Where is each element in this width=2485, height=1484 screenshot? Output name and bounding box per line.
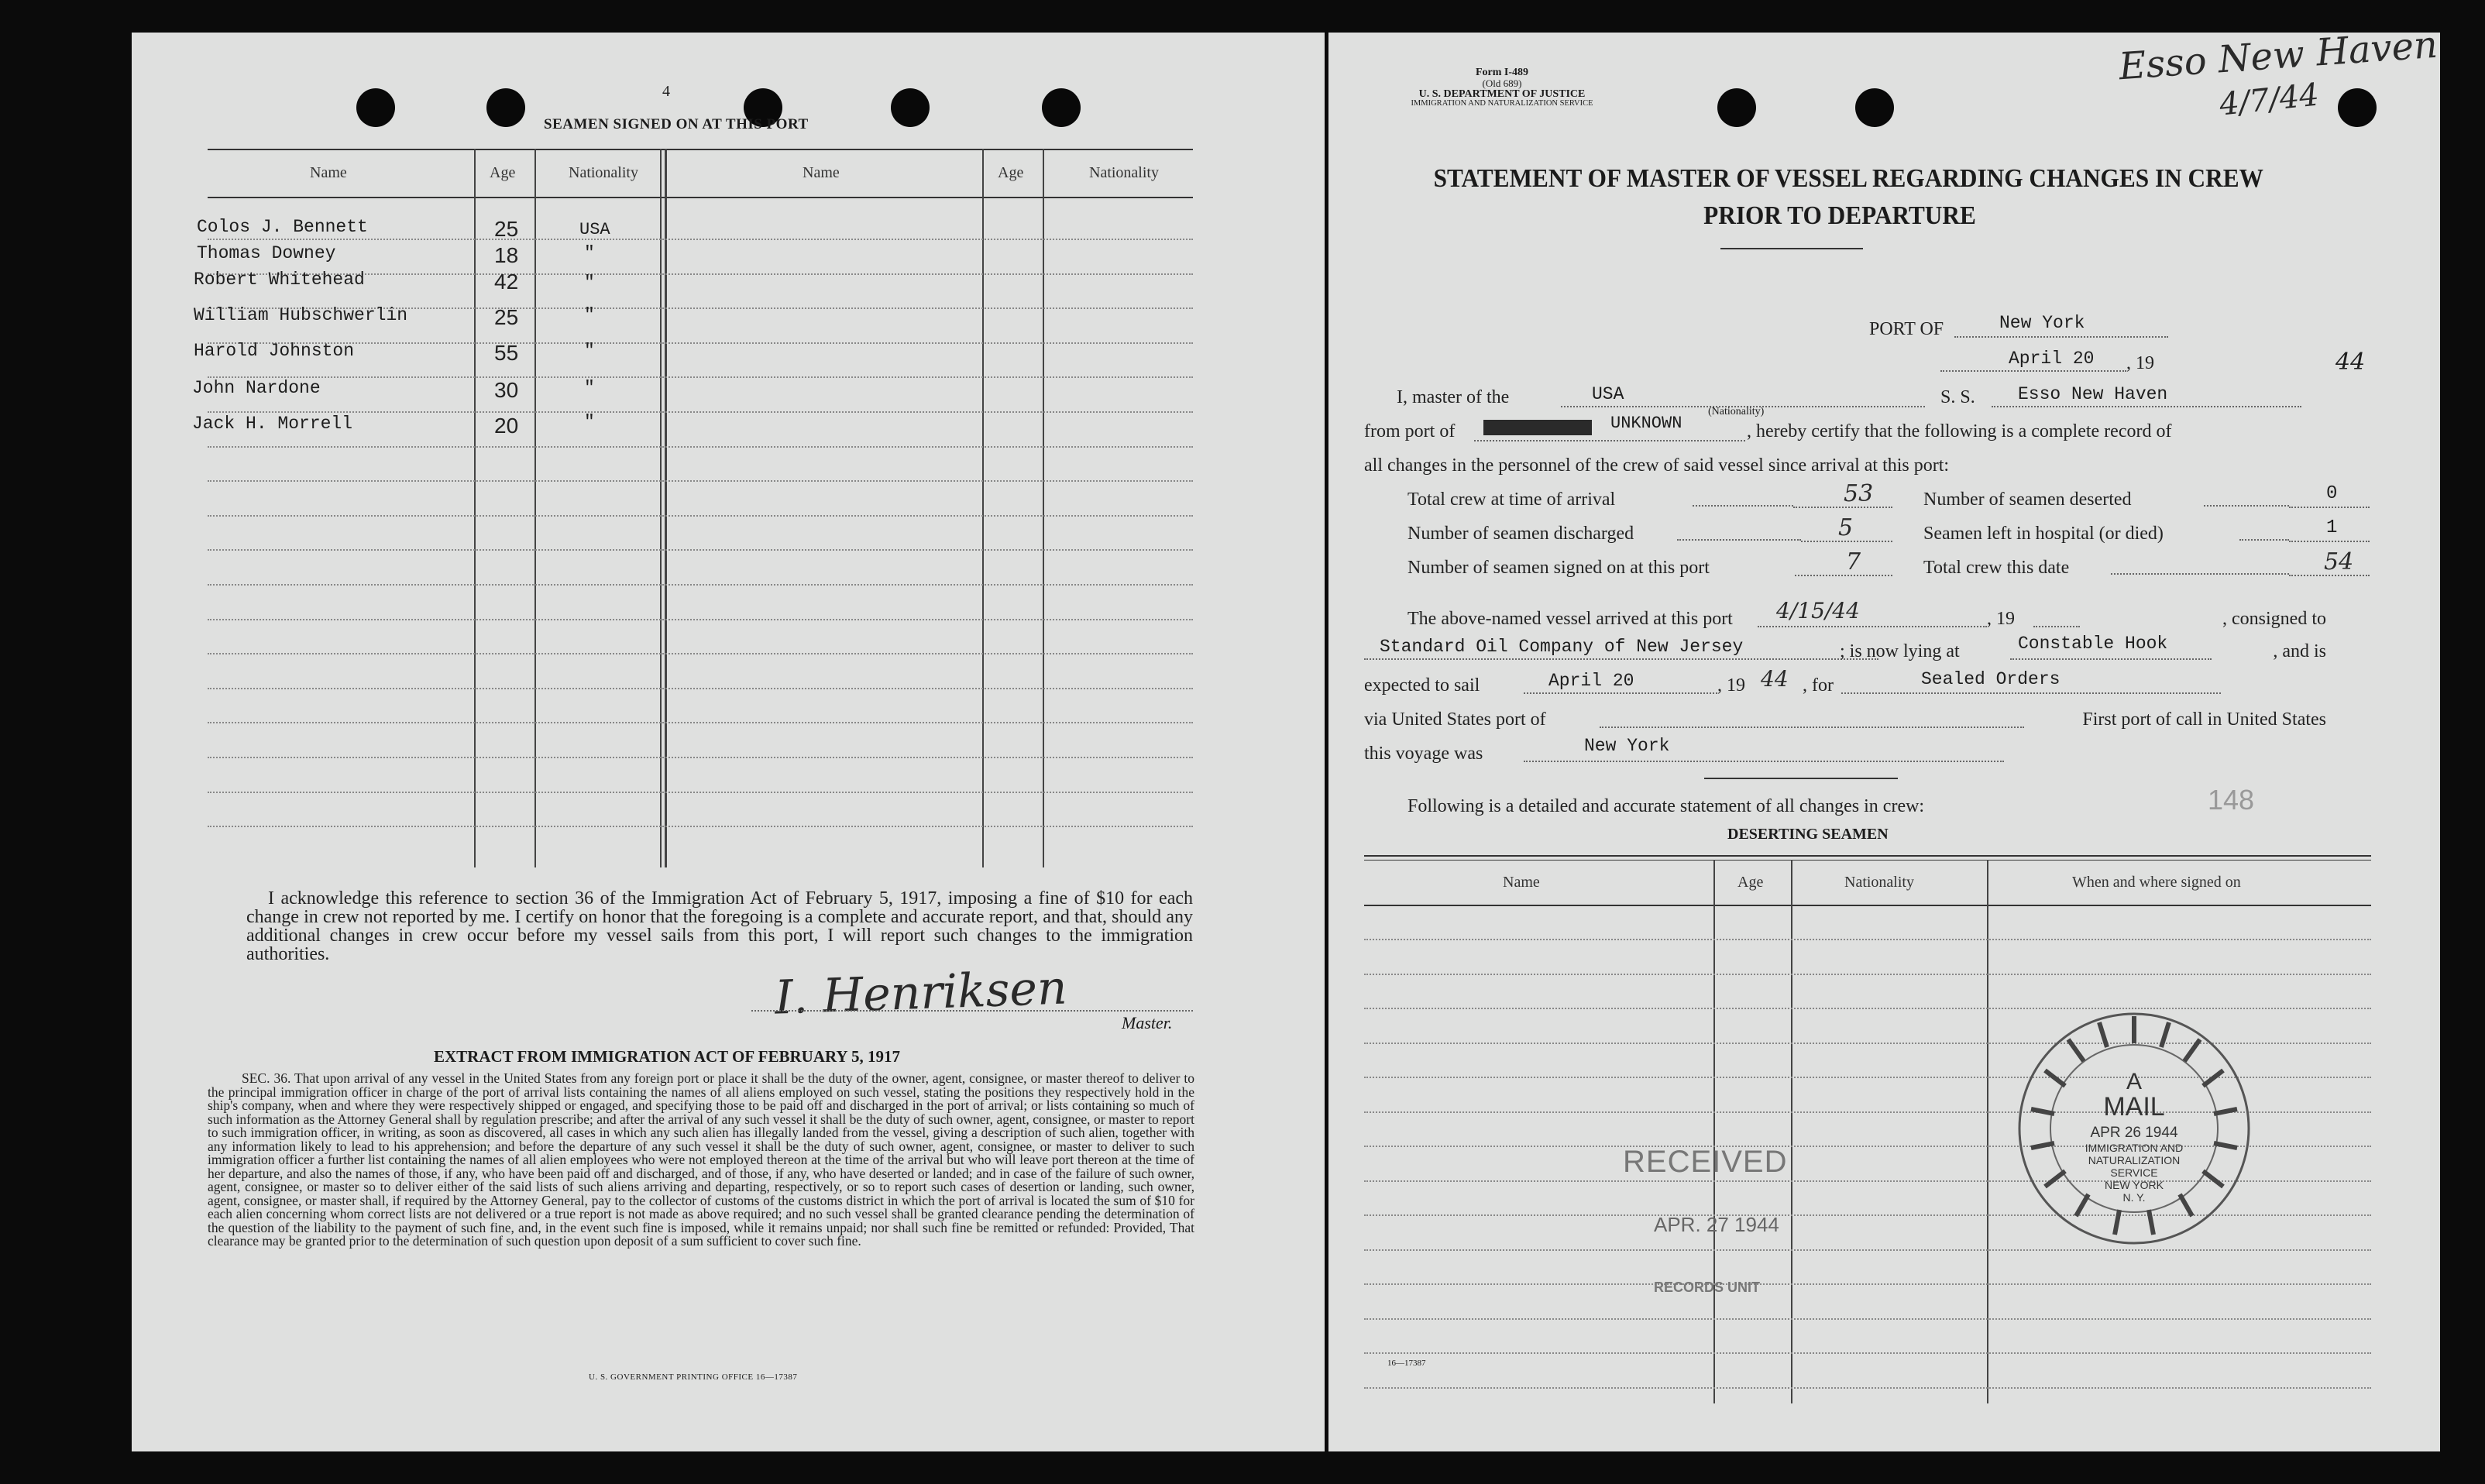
discharged-label: Number of seamen discharged xyxy=(1407,524,1634,544)
seaman-nationality: " xyxy=(584,273,595,293)
row-rule xyxy=(1364,1249,2371,1251)
department: U. S. DEPARTMENT OF JUSTICE xyxy=(1418,88,1586,100)
row-rule xyxy=(1364,1352,2371,1354)
seaman-name: Harold Johnston xyxy=(194,341,355,361)
arrived-year: , 19 xyxy=(1987,609,2015,629)
column-divider xyxy=(534,149,536,867)
punch-hole xyxy=(891,88,930,127)
total-crew-arrival-label: Total crew at time of arrival xyxy=(1407,490,1616,510)
total-crew-label: Total crew this date xyxy=(1923,558,2070,578)
row-rule xyxy=(208,722,1193,723)
deserting-top-rule xyxy=(1364,855,2371,857)
seaman-name: William Hubschwerlin xyxy=(194,305,408,325)
port-value: New York xyxy=(1999,313,2085,333)
punch-hole xyxy=(1042,88,1081,127)
seaman-age: 18 xyxy=(494,243,519,267)
voyage-label: this voyage was xyxy=(1364,744,1483,764)
form-title-line1: STATEMENT OF MASTER OF VESSEL REGARDING CHANGES IN CREW xyxy=(1433,164,2263,193)
first-port-label: First port of call in United States xyxy=(2082,709,2326,730)
row-rule xyxy=(1364,974,2371,975)
consignee-value: Standard Oil Company of New Jersey xyxy=(1380,637,1744,657)
seaman-age: 25 xyxy=(494,305,519,329)
printing-office: U. S. GOVERNMENT PRINTING OFFICE 16—17387 xyxy=(589,1372,798,1382)
postmark-line2: NATURALIZATION xyxy=(2088,1154,2181,1166)
row-rule xyxy=(208,792,1193,793)
lying-line xyxy=(2010,658,2212,660)
ss-line xyxy=(1992,406,2301,407)
seaman-name: Jack H. Morrell xyxy=(192,414,353,434)
form-title-line2: PRIOR TO DEPARTURE xyxy=(1703,201,1976,230)
lying-value: Constable Hook xyxy=(2018,634,2168,654)
row-rule xyxy=(1364,1283,2371,1285)
value-line xyxy=(1793,507,1892,508)
seaman-name: Colos J. Bennett xyxy=(197,217,368,237)
seaman-nationality: " xyxy=(584,341,595,361)
port-line xyxy=(1954,336,2168,338)
service: IMMIGRATION AND NATURALIZATION SERVICE xyxy=(1411,99,1593,108)
from-port-line xyxy=(1474,440,1745,441)
deserted-label: Number of seamen deserted xyxy=(1923,490,2132,510)
value-line xyxy=(1795,575,1892,576)
footer-code: 16—17387 xyxy=(1387,1359,1426,1368)
table-top-rule xyxy=(208,149,1193,150)
arrived-label: The above-named vessel arrived at this port xyxy=(1407,609,1733,629)
seaman-age: 30 xyxy=(494,378,519,402)
certify-text: , hereby certify that the following is a complete record of xyxy=(1747,421,2172,441)
total-crew-arrival-value: 53 xyxy=(1844,480,1874,507)
file-number: 148 xyxy=(2208,784,2255,816)
punch-hole xyxy=(356,88,395,127)
deserting-header-rule xyxy=(1364,905,2371,906)
via-label: via United States port of xyxy=(1364,709,1546,730)
seaman-nationality: " xyxy=(584,378,595,398)
title-rule xyxy=(1720,248,1863,249)
date-line xyxy=(1940,370,2126,372)
form-number: Form I-489 xyxy=(1475,67,1529,78)
year-prefix: , 19 xyxy=(2126,353,2154,373)
redacted-port xyxy=(1483,420,1592,435)
column-divider xyxy=(1791,860,1792,1403)
from-port-label: from port of xyxy=(1364,421,1456,441)
handwritten-vessel-note: Esso New Haven xyxy=(2117,22,2439,89)
for-label: , for xyxy=(1803,675,1834,696)
row-rule xyxy=(208,480,1193,482)
leader-dots xyxy=(1677,539,1801,541)
column-divider xyxy=(665,149,667,867)
postmark-line3: SERVICE xyxy=(2110,1166,2158,1179)
master-label: Master. xyxy=(1122,1013,1173,1032)
deserted-value: 0 xyxy=(2326,483,2338,504)
leader-dots xyxy=(2111,573,2289,575)
sail-year: 44 xyxy=(1761,666,1789,692)
header-name: Name xyxy=(310,164,347,181)
seaman-age: 20 xyxy=(494,414,519,438)
punch-hole xyxy=(1855,88,1894,127)
row-rule xyxy=(208,342,1193,344)
handwritten-date-note: 4/7/44 xyxy=(2217,77,2321,123)
value-line xyxy=(2289,575,2370,576)
deserting-header-name: Name xyxy=(1503,874,1540,891)
hospital-label: Seamen left in hospital (or died) xyxy=(1923,524,2164,544)
row-rule xyxy=(208,757,1193,758)
received-stamp: RECEIVED xyxy=(1623,1145,1788,1179)
master-of-label: I, master of the xyxy=(1397,387,1510,407)
row-rule xyxy=(1364,939,2371,940)
ss-value: Esso New Haven xyxy=(2018,384,2168,404)
port-label: PORT OF xyxy=(1869,319,1944,339)
row-rule xyxy=(208,619,1193,620)
column-divider xyxy=(660,149,662,867)
header-age-2: Age xyxy=(998,164,1024,181)
nationality-value: USA xyxy=(1592,384,1624,404)
seaman-age: 55 xyxy=(494,341,519,365)
year-value: 44 xyxy=(2335,349,2366,376)
row-rule xyxy=(208,239,1193,240)
postmark-letter: A xyxy=(2126,1069,2142,1094)
expected-label: expected to sail xyxy=(1364,675,1480,696)
lying-label: ; is now lying at xyxy=(1840,641,1960,661)
row-rule xyxy=(208,549,1193,551)
and-is-label: , and is xyxy=(2273,641,2326,661)
section-rule xyxy=(1704,778,1898,779)
column-divider xyxy=(1987,860,1988,1403)
ss-label: S. S. xyxy=(1940,387,1975,407)
row-rule xyxy=(208,653,1193,654)
header-nationality: Nationality xyxy=(569,164,638,181)
leader-dots xyxy=(2204,505,2289,507)
right-page xyxy=(1328,22,2440,1451)
master-signature: I. Henriksen xyxy=(773,960,1068,1025)
arrived-line xyxy=(1758,626,1987,627)
nationality-caption: (Nationality) xyxy=(1708,406,1765,417)
voyage-line xyxy=(1524,761,2004,762)
signed-on-value: 7 xyxy=(1846,548,1861,575)
seaman-nationality: USA xyxy=(579,220,610,239)
value-line xyxy=(2289,541,2370,542)
header-age: Age xyxy=(490,164,516,181)
sail-date-line xyxy=(1524,692,1717,694)
signature-line xyxy=(751,1010,1193,1012)
sail-year-prefix: , 19 xyxy=(1717,675,1745,696)
acknowledgement-text: I acknowledge this reference to section 36 of the Immigration Act of February 5, 1917, imposing a fine of $10 for each change in crew not reported by me. I certify on honor that the foregoing is a complete and accurate report, and that, should any additional changes in crew occur before my vessel sails from this port, I will report such changes to the immigration authorities. xyxy=(246,888,1193,964)
row-rule xyxy=(208,411,1193,413)
header-name-2: Name xyxy=(803,164,840,181)
discharged-value: 5 xyxy=(1838,514,1854,541)
all-changes-text: all changes in the personnel of the crew of said vessel since arrival at this port: xyxy=(1364,455,1950,476)
row-rule xyxy=(1364,1387,2371,1389)
seaman-age: 42 xyxy=(494,270,519,294)
via-line xyxy=(1600,727,2024,728)
row-rule xyxy=(208,515,1193,517)
seaman-nationality: " xyxy=(584,305,595,325)
sail-date: April 20 xyxy=(1548,671,1634,691)
seaman-age: 25 xyxy=(494,217,519,241)
destination-line xyxy=(1841,692,2221,694)
row-rule xyxy=(1364,1318,2371,1320)
leader-dots xyxy=(2239,539,2289,541)
signed-on-label: Number of seamen signed on at this port xyxy=(1407,558,1710,578)
hospital-value: 1 xyxy=(2326,517,2338,538)
consignee-line xyxy=(1364,658,1878,660)
consigned-label: , consigned to xyxy=(2222,609,2326,629)
seaman-nationality: " xyxy=(584,243,595,263)
deserting-header-nationality: Nationality xyxy=(1844,874,1914,891)
voyage-value: New York xyxy=(1584,736,1670,756)
leader-dots xyxy=(1693,505,1793,507)
postmark-line5: N. Y. xyxy=(2122,1191,2146,1204)
punch-hole xyxy=(2338,88,2377,127)
value-line xyxy=(2289,507,2370,508)
row-rule xyxy=(208,688,1193,689)
extract-title: EXTRACT FROM IMMIGRATION ACT OF FEBRUARY 5, 1917 xyxy=(434,1047,901,1066)
row-rule xyxy=(208,826,1193,827)
table-header-rule xyxy=(208,197,1193,198)
deserting-header-age: Age xyxy=(1737,874,1764,891)
column-divider xyxy=(1043,149,1044,867)
postmark-mail: MAIL xyxy=(2103,1092,2165,1122)
total-crew-value: 54 xyxy=(2324,548,2354,575)
column-divider xyxy=(982,149,984,867)
value-line xyxy=(1801,541,1892,542)
destination: Sealed Orders xyxy=(1921,669,2061,689)
deserting-title: DESERTING SEAMEN xyxy=(1727,826,1889,843)
header-nationality-2: Nationality xyxy=(1089,164,1159,181)
section-title: SEAMEN SIGNED ON AT THIS PORT xyxy=(544,116,809,132)
punch-hole xyxy=(1717,88,1756,127)
date-value: April 20 xyxy=(2009,349,2095,369)
row-rule xyxy=(208,376,1193,378)
row-rule xyxy=(208,446,1193,448)
form-old-number: (Old 689) xyxy=(1482,77,1522,89)
seaman-name: John Nardone xyxy=(192,378,321,398)
seaman-name: Robert Whitehead xyxy=(194,270,365,290)
deserting-top-rule-2 xyxy=(1364,860,2371,861)
left-page xyxy=(132,33,1325,1451)
column-divider xyxy=(474,149,476,867)
punch-hole xyxy=(486,88,525,127)
postmark-date: APR 26 1944 xyxy=(2090,1125,2178,1141)
seaman-name: Thomas Downey xyxy=(197,243,336,263)
column-divider xyxy=(1713,860,1715,1403)
from-port-value: UNKNOWN xyxy=(1610,414,1682,433)
records-unit: RECORDS UNIT xyxy=(1654,1280,1761,1295)
year-line xyxy=(2033,626,2080,627)
postmark-line1: IMMIGRATION AND xyxy=(2085,1142,2184,1154)
postmark-line4: NEW YORK xyxy=(2105,1179,2164,1191)
row-rule xyxy=(208,584,1193,586)
arrived-value: 4/15/44 xyxy=(1776,598,1860,623)
following-text: Following is a detailed and accurate statement of all changes in crew: xyxy=(1407,796,1925,816)
seaman-nationality: " xyxy=(584,412,595,432)
deserting-header-signed: When and where signed on xyxy=(2072,874,2241,891)
extract-text: SEC. 36. That upon arrival of any vessel in the United States from any foreign port or place it shall be the duty of the owner, agent, consignee, or master thereof to deliver to the principal immigration officer in charge of the port of arrival lists containing the names of all aliens employed on such vessel, stating the positions they respectively hold in the ship's company, when and where they were respectively shipped or engaged, and specifying those to be paid off and discharged in the port of arrival; or lists containing so much of such information as the Attorney General shall by regulation prescribe; and after the arrival of any such vessel it shall be the duty of such owner, agent, consignee, or master to report to such immigration officer, in writing, as soon as discovered, all cases in which any such alien has illegally landed from the vessel, giving a description of such alien, together with any information likely to lead to his apprehension; and before the departure of any such vessel it shall be the duty of such owner, agent, consignee, or master to deliver to such immigration officer a further list containing the names of all alien employees who were not employed thereon at the time of the arrival but who will leave port thereon at the time of her departure, and also the names of those, if any, who have been paid off and discharged, and of those, if any, who have deserted or landed; and in case of the failure of such owner, agent, consignee, or master so to deliver either of the said lists of such aliens arriving and departing, respectively, or so to report such cases of desertion or landing, such owner, agent, consignee, or master shall, if required by the Attorney General, pay to the collector of customs of the customs district in which the port of arrival is located the sum of $10 for each alien concerning whom correct lists are not delivered or a true report is not made as above required; and no such vessel shall be granted clearance pending the determination of the question of the liability to the payment of such fine, and, in the event such fine is imposed, while it remains unpaid; nor shall such fine be remitted or refunded: Provided, That clearance may be granted prior to the determination of such question upon deposit of a sum sufficient to cover such fine. xyxy=(208,1070,1194,1249)
page-number: 4 xyxy=(662,83,670,100)
mail-postmark xyxy=(2014,1008,2254,1249)
received-date: APR. 27 1944 xyxy=(1654,1213,1779,1236)
